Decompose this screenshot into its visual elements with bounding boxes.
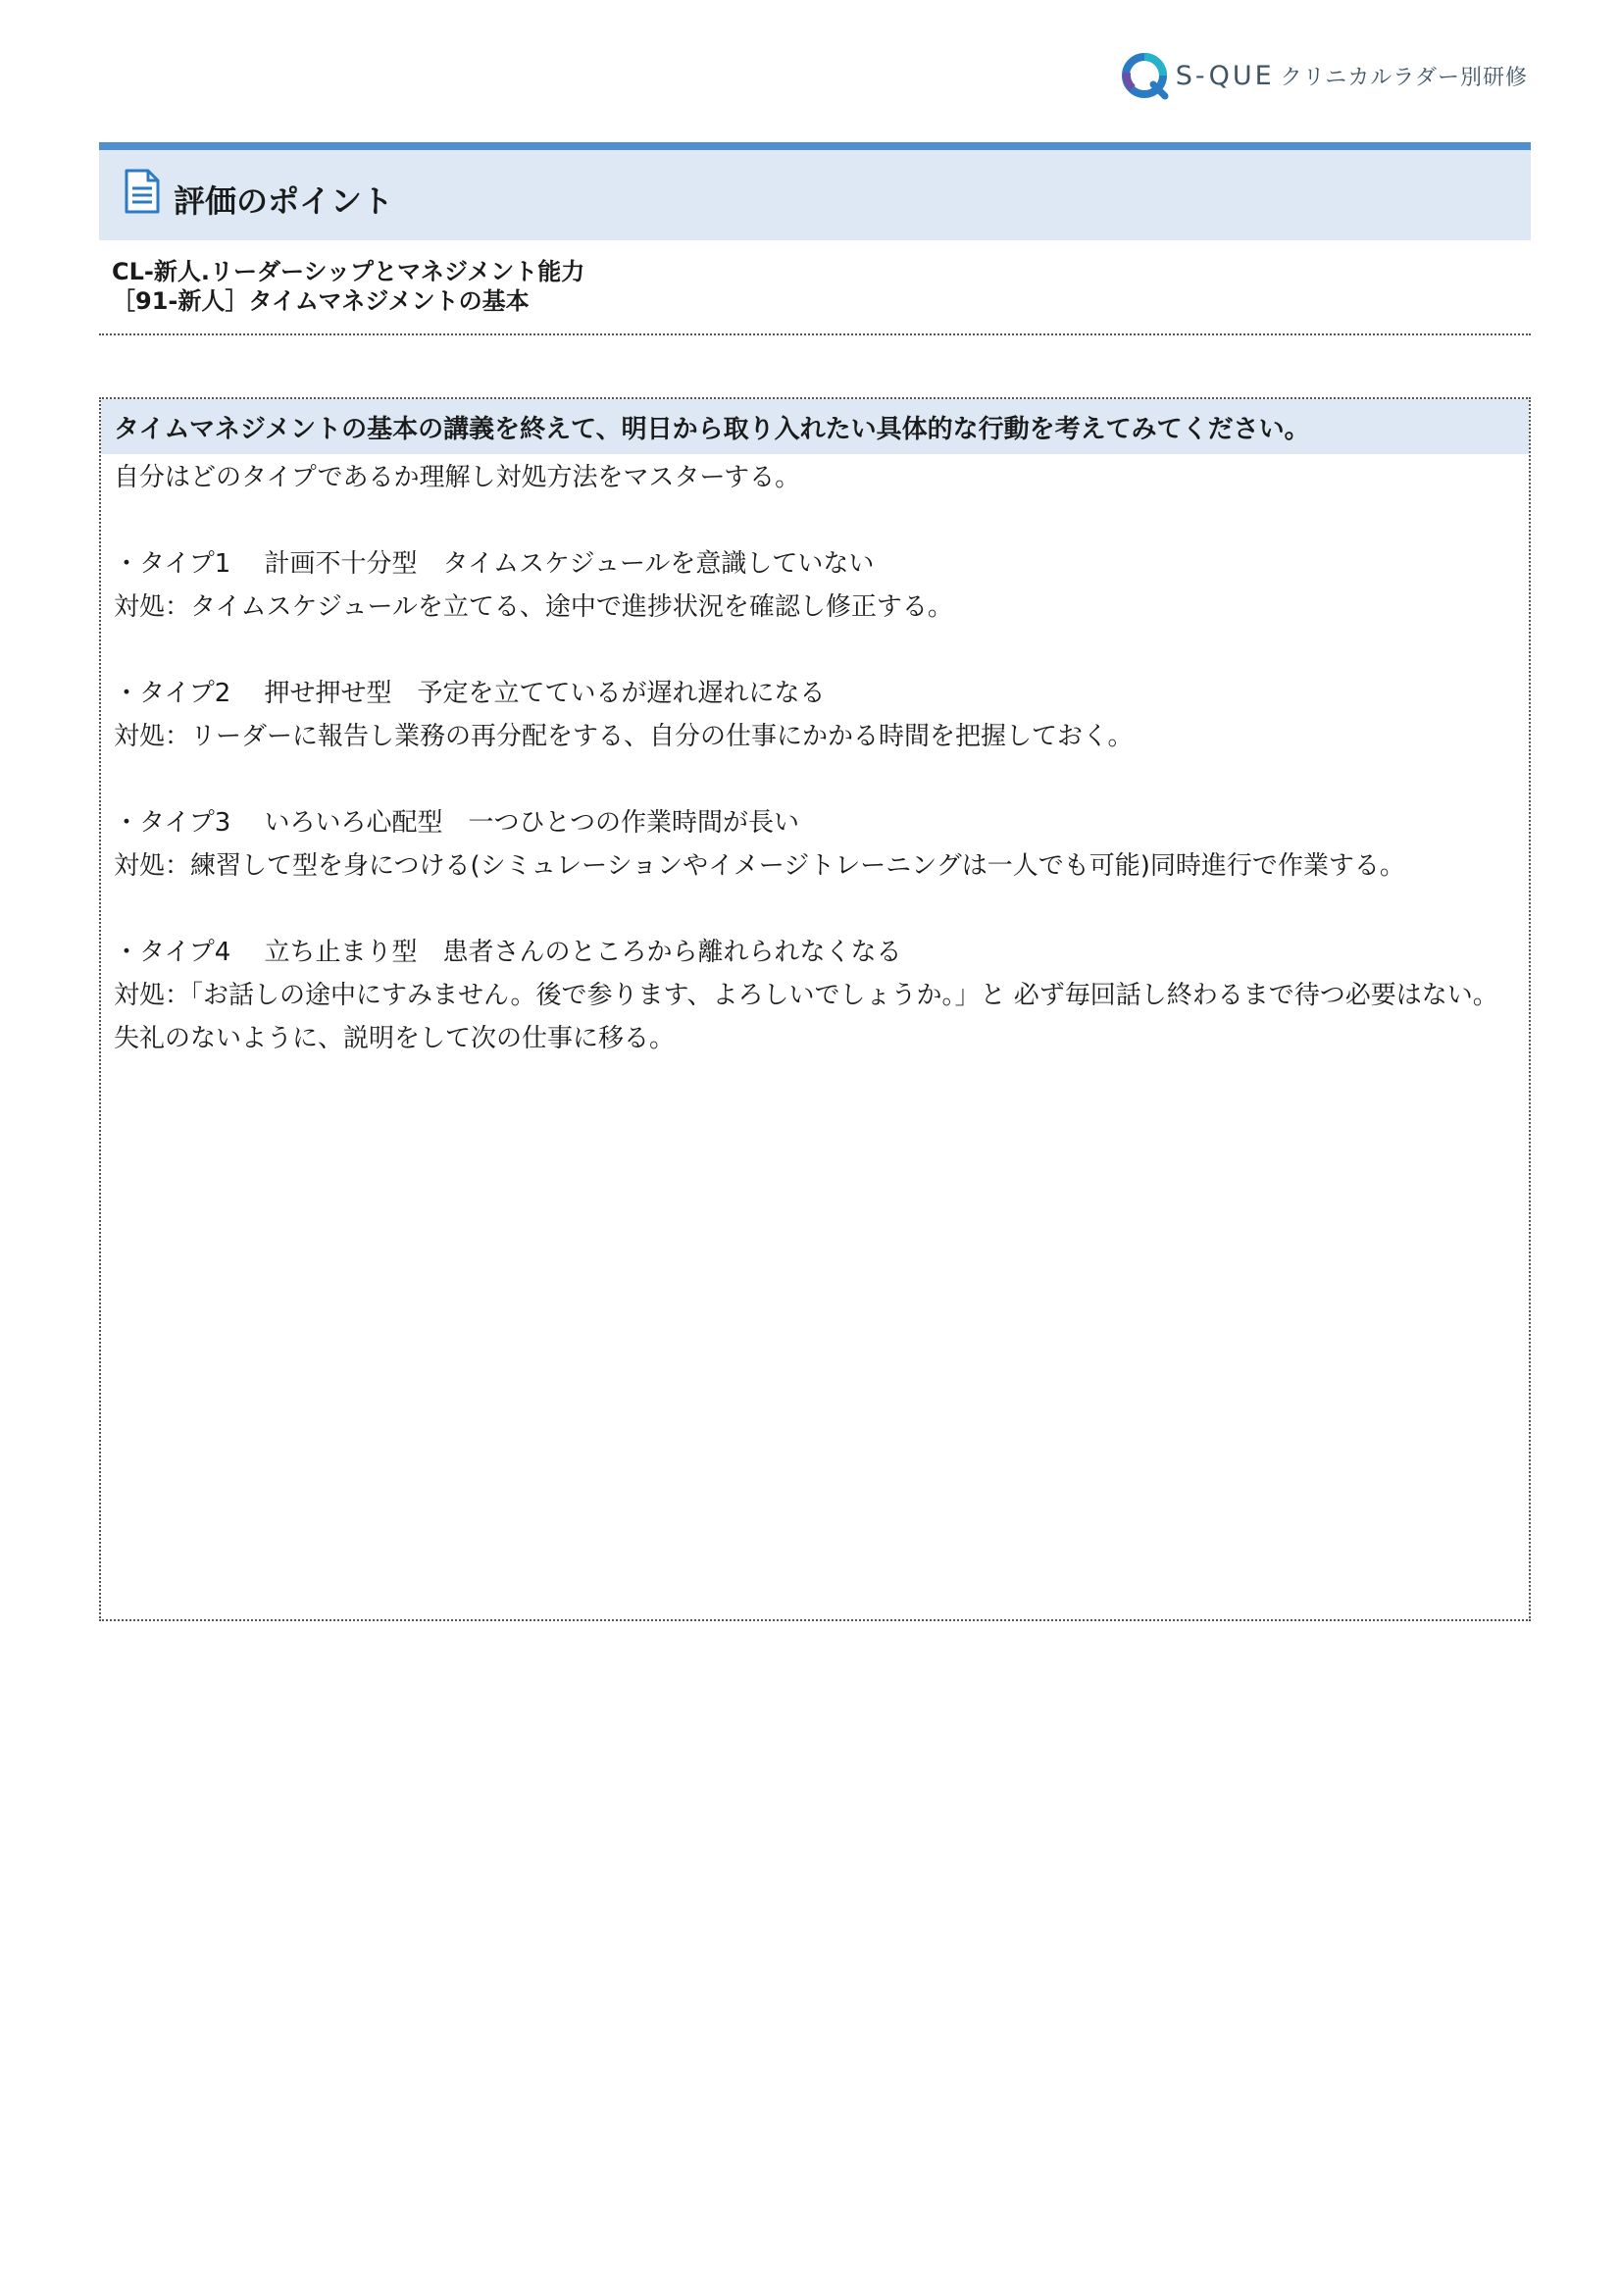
section-header	[99, 142, 1531, 240]
answer-spacer	[114, 888, 1499, 931]
answer-text	[101, 454, 1529, 1060]
answer-type1-action: 対処：タイムスケジュールを立てる、途中で進捗状況を確認し修正する。	[114, 592, 953, 622]
s-que-logo-mark-icon	[1121, 51, 1170, 100]
answer-type3-title: ・タイプ3 いろいろ心配型 一つひとつの作業時間が長い	[114, 808, 799, 838]
answer-type1-title: ・タイプ1 計画不十分型 タイムスケジュールを意識していない	[114, 549, 875, 579]
answer-type2-action: 対処：リーダーに報告し業務の再分配をする、自分の仕事にかかる時間を把握しておく。	[114, 722, 1134, 751]
answer-spacer	[114, 629, 1499, 672]
answer-spacer	[114, 499, 1499, 542]
answer-type4-title: ・タイプ4 立ち止まり型 患者さんのところから離れられなくなる	[114, 938, 902, 967]
subtitle-divider	[99, 333, 1531, 335]
section-title: 評価のポイント	[174, 182, 394, 220]
brand-name: S-QUE	[1175, 60, 1275, 91]
brand-logo	[1121, 49, 1528, 102]
answer-intro: 自分はどのタイプであるか理解し対処方法をマスターする。	[114, 463, 801, 492]
brand-subtitle: クリニカルラダー別研修	[1280, 65, 1528, 90]
subtitle	[112, 257, 1524, 316]
answer-type4-action: 対処：「お話しの途中にすみません。後で参ります、よろしいでしょうか。」と 必ず毎回話し終わるまで待つ必要はない。失礼のないように、説明をして次の仕事に移る。	[114, 981, 1498, 1053]
subtitle-lesson: ［91-新人］タイムマネジメントの基本	[112, 287, 530, 315]
document-icon	[125, 169, 160, 214]
subtitle-course: CL-新人.リーダーシップとマネジメント能力	[112, 258, 585, 285]
answer-type3-action: 対処：練習して型を身につける(シミュレーションやイメージトレーニングは一人でも可能)同時進行で作業する。	[114, 851, 1405, 881]
qa-box	[99, 397, 1531, 1621]
question-text: タイムマネジメントの基本の講義を終えて、明日から取り入れたい具体的な行動を考えてみてください。	[101, 399, 1529, 454]
answer-spacer	[114, 758, 1499, 801]
answer-type2-title: ・タイプ2 押せ押せ型 予定を立てているが遅れ遅れになる	[114, 679, 826, 708]
